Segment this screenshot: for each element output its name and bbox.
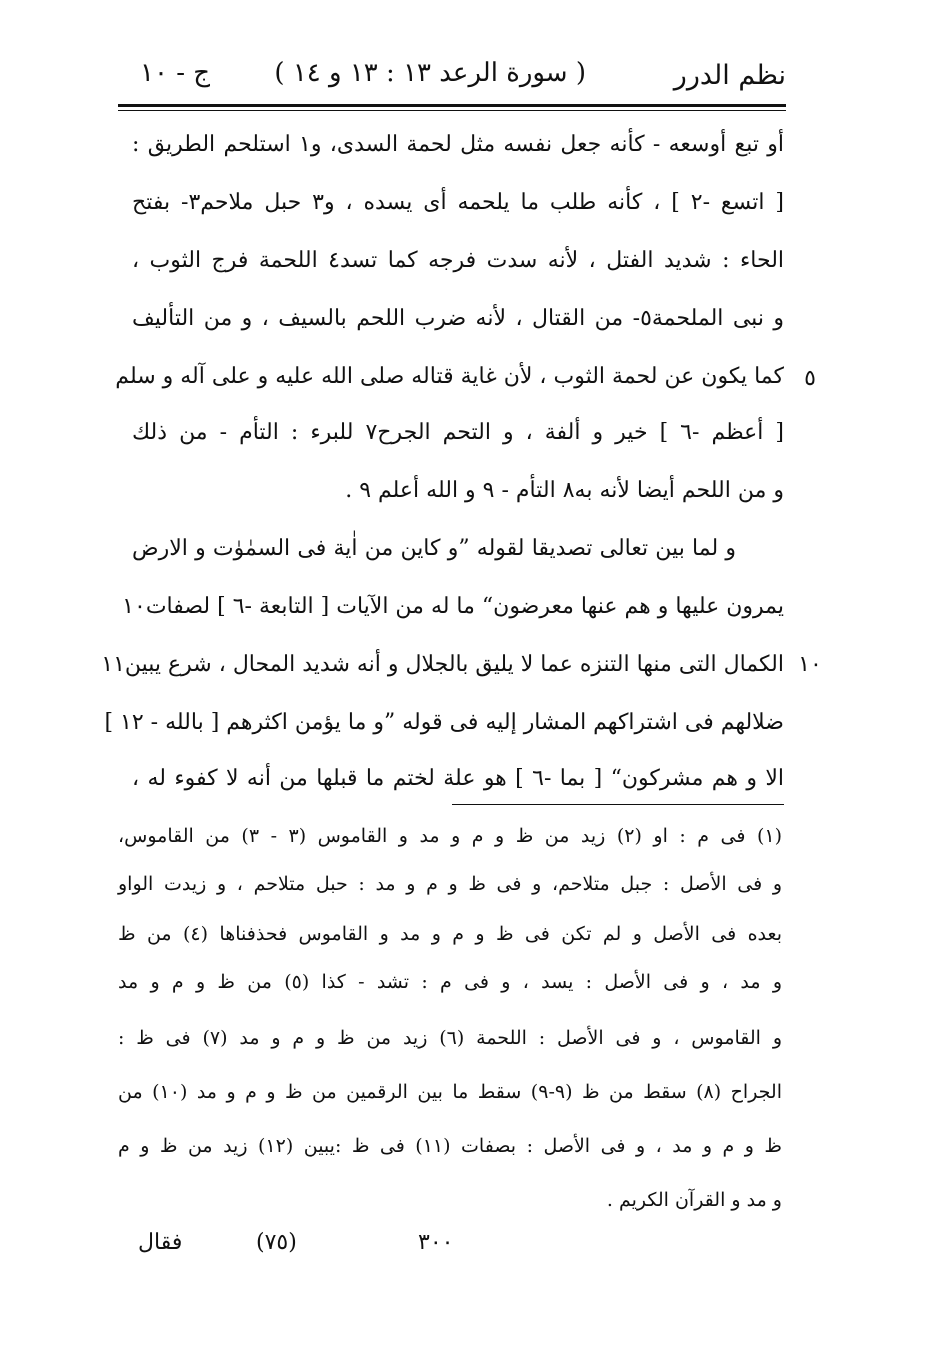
text-line-3: الحاء : شديد الفتل ، لأنه سدت فرجه كما تسد٤ اللحمة فرج الثوب ، <box>132 248 785 273</box>
text-line-5: كما يكون عن لحمة الثوب ، لأن غاية قتاله صلى الله عليه و على آله و سلم <box>115 364 784 389</box>
running-header <box>118 52 786 102</box>
text-line-8: و لما بين تعالى تصديقا لقوله ”و كاين من اٰية فى السمٰوٰت و الارض <box>132 536 736 561</box>
surah-reference: ( سورة الرعد ١٣ : ١٣ و ١٤ ) <box>274 58 586 88</box>
footnote-line-5: و القاموس ، و فى الأصل : اللحمة (٦) زيد من ظ و م و مد (٧) فى ظ : <box>118 1027 782 1049</box>
footnote-line-1: (١) فى م : او (٢) زيد من ظ و م و مد و القاموس (٣ - ٣) من القاموس، <box>118 825 783 847</box>
footnote-line-8: و مد و القرآن الكريم . <box>606 1189 782 1211</box>
book-title: نظم الدرر <box>673 60 786 91</box>
page-footer <box>118 1226 786 1266</box>
text-line-11: ضلالهم فى اشتراكهم المشار إليه فى قوله ”و ما يؤمن اكثرهم [ بالله - ١٢ ] <box>104 710 784 735</box>
footnote-line-3: بعده فى الأصل و لم تكن فى ظ و م و مد و القاموس فحذفناها (٤) من ظ <box>118 923 782 945</box>
text-line-1: أو تبع أوسعه - كأنه جعل نفسه مثل لحمة السدى، و١ استلحم الطريق : <box>132 132 784 157</box>
text-line-9: يمرون عليها و هم عنها معرضون“ ما له من الآيات [ التابعة -٦ ] لصفات١٠ <box>122 594 784 619</box>
header-rule-thick <box>118 104 786 107</box>
footnote-line-6: الجراح (٨) سقط من ظ (٩-٩) سقط ما بين الرقمين من ظ و م و مد (١٠) من <box>118 1081 783 1103</box>
text-line-4: و نبى الملحمة٥- من القتال ، لأنه ضرب اللحم بالسيف ، و من التأليف <box>132 306 784 331</box>
header-rule-thin <box>118 110 786 111</box>
page-number: ٣٠٠ <box>418 1230 454 1255</box>
footnote-line-7: ظ و م و مد ، و فى الأصل : بصفات (١١) فى ظ :يبين (١٢) زيد من ظ و م <box>118 1135 783 1157</box>
signature-number: (٧٥) <box>256 1230 297 1255</box>
footnote-line-2: و فى الأصل : جبل متلاحم، و فى ظ و م و مد : حبل متلاحم ، و زيدت الواو <box>118 873 782 895</box>
text-line-6: [ أعظم -٦ ] خير و ألفة ، و التحم الجرح٧ للبرء : التأم - من ذلك <box>132 420 784 445</box>
text-line-7: و من اللحم أيضا لأنه به٨ التأم - ٩ و الله أعلم ٩ . <box>345 478 784 503</box>
footnote-line-4: و مد ، و فى الأصل : يسد ، و فى م : تشد - كذا (٥) من ظ و م و مد <box>118 971 782 993</box>
text-line-10: الكمال التى منها التنزه عما لا يليق بالجلال و أنه شديد المحال ، شرع يبين١١ <box>101 652 784 677</box>
catchword: فقال <box>138 1230 183 1255</box>
text-line-2: [ اتسع -٢ ] ، كأنه طلب ما يلحمه أى يسده ، و٣ حبل ملاحم٣- بفتح <box>132 190 784 215</box>
line-number-10: ١٠ <box>798 652 822 677</box>
text-line-12: الا و هم مشركون“ [ بما -٦ ] هو علة لختم ما قبلها من أنه لا كفوء له ، <box>132 766 784 791</box>
line-number-5: ٥ <box>804 366 816 391</box>
part-number: ج - ١٠ <box>140 58 211 88</box>
footnote-separator <box>452 804 784 805</box>
